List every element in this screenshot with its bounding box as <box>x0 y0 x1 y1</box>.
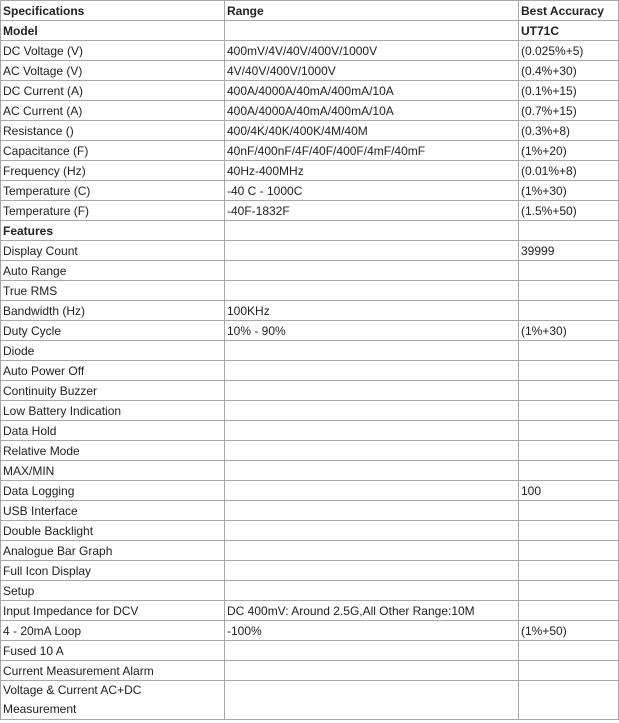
spec-name-line: Measurement <box>3 702 77 716</box>
header-specifications: Specifications <box>1 1 225 21</box>
range-cell <box>225 341 519 361</box>
spec-name-cell: Data Hold <box>1 421 225 441</box>
range-cell <box>225 461 519 481</box>
features-accuracy-cell <box>519 221 619 241</box>
range-cell: 40nF/400nF/4F/40F/400F/4mF/40mF <box>225 141 519 161</box>
table-row <box>1 621 619 641</box>
accuracy-cell: 100 <box>519 481 619 501</box>
model-range-cell <box>225 21 519 41</box>
table-row <box>1 541 619 561</box>
table-row <box>1 261 619 281</box>
spec-name-cell: Current Measurement Alarm <box>1 661 225 681</box>
accuracy-cell <box>519 261 619 281</box>
table-row <box>1 521 619 541</box>
features-range-cell <box>225 221 519 241</box>
range-cell <box>225 641 519 661</box>
range-cell <box>225 381 519 401</box>
accuracy-cell: 39999 <box>519 241 619 261</box>
spec-name-cell: Display Count <box>1 241 225 261</box>
spec-name-cell: Full Icon Display <box>1 561 225 581</box>
range-cell <box>225 241 519 261</box>
table-row <box>1 481 619 501</box>
range-cell <box>225 561 519 581</box>
spec-name-cell: AC Current (A) <box>1 101 225 121</box>
spec-name-cell: Auto Power Off <box>1 361 225 381</box>
table-row <box>1 201 619 221</box>
range-cell: 400A/4000A/40mA/400mA/10A <box>225 101 519 121</box>
accuracy-cell: (0.1%+15) <box>519 81 619 101</box>
accuracy-cell <box>519 381 619 401</box>
accuracy-cell <box>519 281 619 301</box>
spec-name-line: Voltage & Current AC+DC <box>3 683 142 697</box>
range-cell: 100KHz <box>225 301 519 321</box>
spec-name-cell: Frequency (Hz) <box>1 161 225 181</box>
accuracy-cell: (0.025%+5) <box>519 41 619 61</box>
table-row <box>1 681 619 720</box>
table-row <box>1 361 619 381</box>
range-cell <box>225 541 519 561</box>
table-row <box>1 241 619 261</box>
range-cell <box>225 421 519 441</box>
range-cell: -40 C - 1000C <box>225 181 519 201</box>
table-row <box>1 561 619 581</box>
table-row <box>1 181 619 201</box>
spec-name-cell: Resistance () <box>1 121 225 141</box>
range-cell <box>225 501 519 521</box>
accuracy-cell: (0.4%+30) <box>519 61 619 81</box>
accuracy-cell <box>519 441 619 461</box>
spec-name-cell <box>1 681 225 720</box>
spec-name-cell: Duty Cycle <box>1 321 225 341</box>
accuracy-cell <box>519 641 619 661</box>
range-cell: -40F-1832F <box>225 201 519 221</box>
accuracy-cell <box>519 341 619 361</box>
spec-name-cell: Auto Range <box>1 261 225 281</box>
range-cell: 400A/4000A/40mA/400mA/10A <box>225 81 519 101</box>
table-row <box>1 661 619 681</box>
table-row <box>1 501 619 521</box>
accuracy-cell <box>519 541 619 561</box>
spec-name-cell: Setup <box>1 581 225 601</box>
accuracy-cell <box>519 461 619 481</box>
accuracy-cell <box>519 561 619 581</box>
range-cell: 400mV/4V/40V/400V/1000V <box>225 41 519 61</box>
range-cell <box>225 281 519 301</box>
spec-name-cell: Double Backlight <box>1 521 225 541</box>
accuracy-cell <box>519 681 619 720</box>
accuracy-cell <box>519 581 619 601</box>
table-row <box>1 441 619 461</box>
accuracy-cell <box>519 521 619 541</box>
table-row <box>1 341 619 361</box>
table-row <box>1 401 619 421</box>
spec-name-cell: Relative Mode <box>1 441 225 461</box>
accuracy-cell <box>519 601 619 621</box>
table-row <box>1 81 619 101</box>
features-section-row <box>1 221 619 241</box>
spec-name-cell: DC Current (A) <box>1 81 225 101</box>
spec-name-cell: Low Battery Indication <box>1 401 225 421</box>
table-row <box>1 641 619 661</box>
accuracy-cell: (1%+50) <box>519 621 619 641</box>
range-cell: DC 400mV: Around 2.5G,All Other Range:10M <box>225 601 519 621</box>
table-row <box>1 461 619 481</box>
spec-name-cell: Input Impedance for DCV <box>1 601 225 621</box>
spec-name-cell: Continuity Buzzer <box>1 381 225 401</box>
features-label: Features <box>1 221 225 241</box>
accuracy-cell: (0.7%+15) <box>519 101 619 121</box>
spec-name-cell: Bandwidth (Hz) <box>1 301 225 321</box>
table-row <box>1 381 619 401</box>
header-range: Range <box>225 1 519 21</box>
header-best-accuracy: Best Accuracy <box>519 1 619 21</box>
spec-name-cell: DC Voltage (V) <box>1 41 225 61</box>
accuracy-cell: (1.5%+50) <box>519 201 619 221</box>
spec-name-cell: Temperature (F) <box>1 201 225 221</box>
range-cell: -100% <box>225 621 519 641</box>
range-cell: 4V/40V/400V/1000V <box>225 61 519 81</box>
table-row <box>1 301 619 321</box>
range-cell: 400/4K/40K/400K/4M/40M <box>225 121 519 141</box>
accuracy-cell <box>519 661 619 681</box>
accuracy-cell <box>519 501 619 521</box>
accuracy-cell <box>519 301 619 321</box>
range-cell <box>225 401 519 421</box>
spec-name-cell: MAX/MIN <box>1 461 225 481</box>
spec-name-cell: Fused 10 A <box>1 641 225 661</box>
model-label: Model <box>1 21 225 41</box>
table-row <box>1 161 619 181</box>
model-value: UT71C <box>519 21 619 41</box>
spec-name-cell: Data Logging <box>1 481 225 501</box>
spec-name-cell: AC Voltage (V) <box>1 61 225 81</box>
table-row <box>1 581 619 601</box>
accuracy-cell: (0.3%+8) <box>519 121 619 141</box>
table-row <box>1 141 619 161</box>
spec-name-cell: 4 - 20mA Loop <box>1 621 225 641</box>
spec-name-cell: Temperature (C) <box>1 181 225 201</box>
spec-name-cell: True RMS <box>1 281 225 301</box>
accuracy-cell <box>519 401 619 421</box>
spec-name-cell: USB Interface <box>1 501 225 521</box>
accuracy-cell: (1%+30) <box>519 321 619 341</box>
table-header-row <box>1 1 619 21</box>
spec-name-cell: Diode <box>1 341 225 361</box>
range-cell: 10% - 90% <box>225 321 519 341</box>
table-row <box>1 41 619 61</box>
table-row <box>1 101 619 121</box>
range-cell <box>225 581 519 601</box>
range-cell <box>225 481 519 501</box>
table-row <box>1 121 619 141</box>
table-row <box>1 61 619 81</box>
range-cell <box>225 361 519 381</box>
accuracy-cell <box>519 361 619 381</box>
accuracy-cell: (1%+20) <box>519 141 619 161</box>
range-cell <box>225 441 519 461</box>
spec-name-cell: Analogue Bar Graph <box>1 541 225 561</box>
range-cell <box>225 681 519 720</box>
accuracy-cell <box>519 421 619 441</box>
accuracy-cell: (1%+30) <box>519 181 619 201</box>
spec-name-cell: Capacitance (F) <box>1 141 225 161</box>
model-row <box>1 21 619 41</box>
range-cell <box>225 521 519 541</box>
table-row <box>1 421 619 441</box>
accuracy-cell: (0.01%+8) <box>519 161 619 181</box>
table-row <box>1 281 619 301</box>
table-row <box>1 321 619 341</box>
range-cell <box>225 261 519 281</box>
range-cell: 40Hz-400MHz <box>225 161 519 181</box>
table-row <box>1 601 619 621</box>
range-cell <box>225 661 519 681</box>
